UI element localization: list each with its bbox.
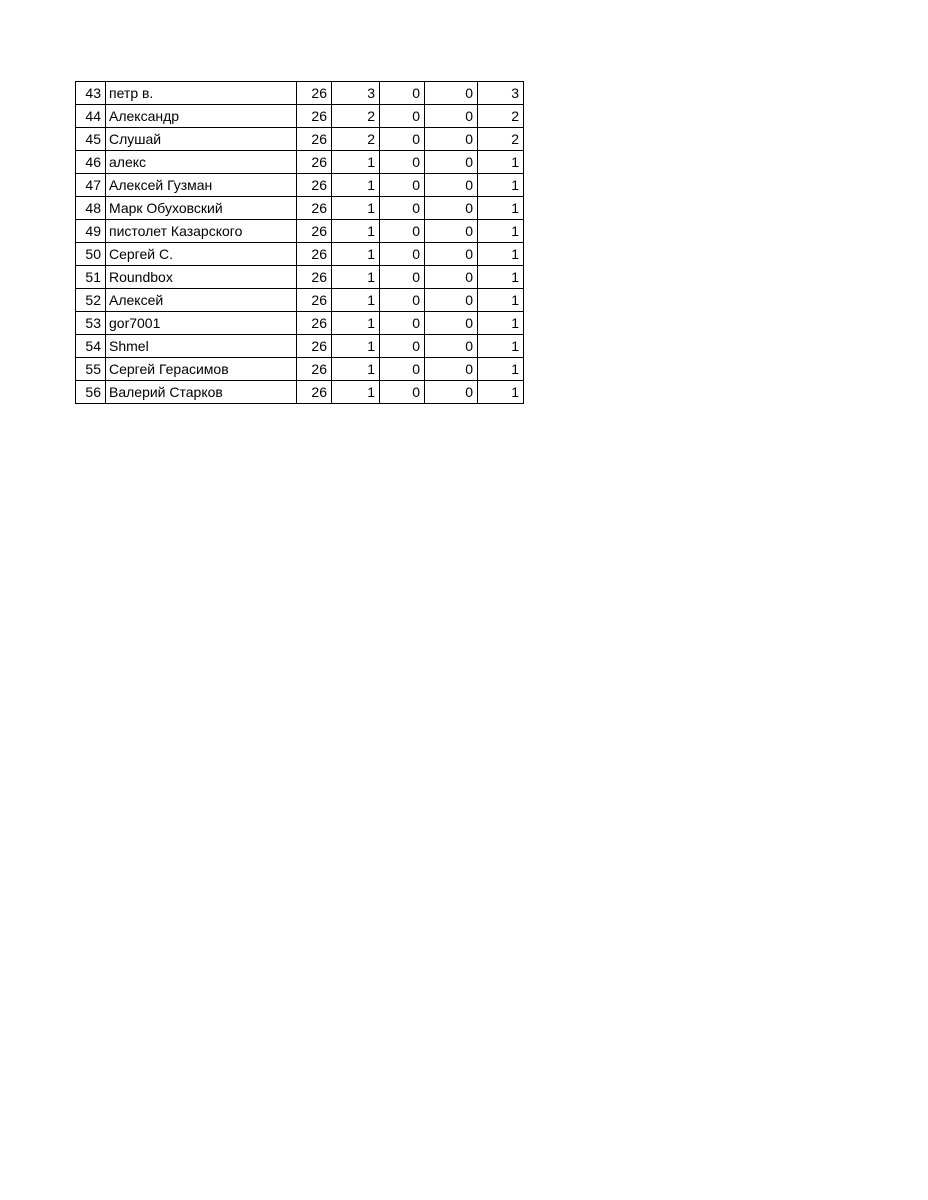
value-cell-5: 1: [478, 289, 524, 312]
name-cell: Александр: [106, 105, 297, 128]
name-cell: Алексей: [106, 289, 297, 312]
value-cell-2: 2: [332, 105, 380, 128]
value-cell-4: 0: [425, 266, 478, 289]
table-row: [76, 243, 524, 266]
rank-cell: 48: [76, 197, 106, 220]
value-cell-3: 0: [380, 174, 425, 197]
value-cell-2: 1: [332, 197, 380, 220]
value-cell-4: 0: [425, 82, 478, 105]
value-cell-4: 0: [425, 151, 478, 174]
value-cell-3: 0: [380, 82, 425, 105]
value-cell-3: 0: [380, 289, 425, 312]
value-cell-3: 0: [380, 105, 425, 128]
value-cell-3: 0: [380, 358, 425, 381]
table-row: [76, 335, 524, 358]
rank-cell: 51: [76, 266, 106, 289]
value-cell-1: 26: [297, 128, 332, 151]
name-cell: Roundbox: [106, 266, 297, 289]
value-cell-3: 0: [380, 243, 425, 266]
ranking-table-body: [76, 82, 524, 404]
value-cell-5: 2: [478, 105, 524, 128]
value-cell-5: 1: [478, 335, 524, 358]
value-cell-2: 1: [332, 220, 380, 243]
rank-cell: 45: [76, 128, 106, 151]
table-row: [76, 174, 524, 197]
table-row: [76, 381, 524, 404]
table-row: [76, 151, 524, 174]
value-cell-1: 26: [297, 381, 332, 404]
table-row: [76, 220, 524, 243]
value-cell-4: 0: [425, 105, 478, 128]
value-cell-4: 0: [425, 289, 478, 312]
ranking-table: [75, 81, 524, 404]
value-cell-1: 26: [297, 312, 332, 335]
name-cell: петр в.: [106, 82, 297, 105]
value-cell-1: 26: [297, 335, 332, 358]
value-cell-3: 0: [380, 312, 425, 335]
value-cell-2: 1: [332, 381, 380, 404]
name-cell: Shmel: [106, 335, 297, 358]
value-cell-4: 0: [425, 312, 478, 335]
name-cell: Слушай: [106, 128, 297, 151]
value-cell-5: 1: [478, 266, 524, 289]
value-cell-2: 1: [332, 289, 380, 312]
value-cell-2: 1: [332, 335, 380, 358]
table-row: [76, 312, 524, 335]
value-cell-5: 1: [478, 197, 524, 220]
value-cell-3: 0: [380, 197, 425, 220]
rank-cell: 44: [76, 105, 106, 128]
value-cell-1: 26: [297, 197, 332, 220]
value-cell-3: 0: [380, 381, 425, 404]
value-cell-5: 1: [478, 381, 524, 404]
value-cell-5: 3: [478, 82, 524, 105]
rank-cell: 56: [76, 381, 106, 404]
value-cell-3: 0: [380, 220, 425, 243]
value-cell-5: 2: [478, 128, 524, 151]
value-cell-1: 26: [297, 289, 332, 312]
name-cell: Алексей Гузман: [106, 174, 297, 197]
value-cell-1: 26: [297, 151, 332, 174]
table-row: [76, 105, 524, 128]
value-cell-5: 1: [478, 243, 524, 266]
rank-cell: 53: [76, 312, 106, 335]
table-row: [76, 289, 524, 312]
rank-cell: 49: [76, 220, 106, 243]
value-cell-1: 26: [297, 243, 332, 266]
value-cell-5: 1: [478, 151, 524, 174]
value-cell-2: 1: [332, 174, 380, 197]
value-cell-4: 0: [425, 197, 478, 220]
value-cell-5: 1: [478, 220, 524, 243]
name-cell: Сергей Герасимов: [106, 358, 297, 381]
value-cell-4: 0: [425, 381, 478, 404]
value-cell-2: 1: [332, 151, 380, 174]
table-row: [76, 266, 524, 289]
value-cell-4: 0: [425, 358, 478, 381]
name-cell: gor7001: [106, 312, 297, 335]
value-cell-3: 0: [380, 266, 425, 289]
table-row: [76, 128, 524, 151]
rank-cell: 43: [76, 82, 106, 105]
value-cell-2: 3: [332, 82, 380, 105]
name-cell: Марк Обуховский: [106, 197, 297, 220]
table-row: [76, 82, 524, 105]
value-cell-2: 1: [332, 358, 380, 381]
value-cell-2: 1: [332, 243, 380, 266]
rank-cell: 52: [76, 289, 106, 312]
value-cell-1: 26: [297, 266, 332, 289]
rank-cell: 54: [76, 335, 106, 358]
value-cell-4: 0: [425, 243, 478, 266]
rank-cell: 46: [76, 151, 106, 174]
value-cell-1: 26: [297, 358, 332, 381]
value-cell-1: 26: [297, 174, 332, 197]
table-row: [76, 197, 524, 220]
value-cell-4: 0: [425, 335, 478, 358]
value-cell-1: 26: [297, 220, 332, 243]
name-cell: пистолет Казарского: [106, 220, 297, 243]
value-cell-5: 1: [478, 174, 524, 197]
table-row: [76, 358, 524, 381]
name-cell: алекс: [106, 151, 297, 174]
value-cell-4: 0: [425, 174, 478, 197]
rank-cell: 50: [76, 243, 106, 266]
value-cell-5: 1: [478, 312, 524, 335]
value-cell-2: 2: [332, 128, 380, 151]
value-cell-5: 1: [478, 358, 524, 381]
value-cell-1: 26: [297, 82, 332, 105]
value-cell-1: 26: [297, 105, 332, 128]
name-cell: Сергей С.: [106, 243, 297, 266]
value-cell-2: 1: [332, 266, 380, 289]
value-cell-2: 1: [332, 312, 380, 335]
rank-cell: 47: [76, 174, 106, 197]
rank-cell: 55: [76, 358, 106, 381]
value-cell-4: 0: [425, 220, 478, 243]
name-cell: Валерий Старков: [106, 381, 297, 404]
value-cell-3: 0: [380, 151, 425, 174]
value-cell-4: 0: [425, 128, 478, 151]
value-cell-3: 0: [380, 335, 425, 358]
value-cell-3: 0: [380, 128, 425, 151]
